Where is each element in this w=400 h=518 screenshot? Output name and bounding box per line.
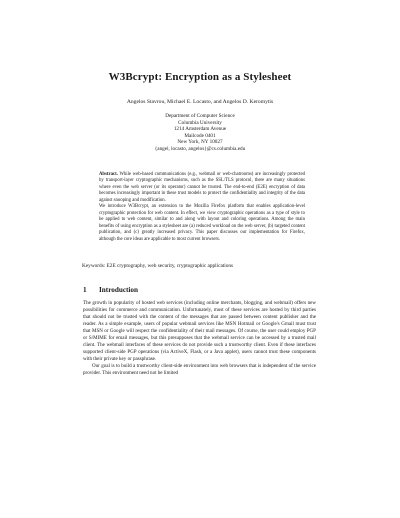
affiliation-emails: {angel, locasto, angelos}@cs.columbia.edu	[154, 145, 246, 152]
body-paragraph-1: The growth in popularity of hosted web services (including online merchants, blogging, and webmail) offers new possibilities for commerce and communication. Unfortunately, most of these services are hosted by third parties that should not be trusted with the content of the messages that are passed between content publisher and the reader. As a simple example, users of popular webmail services like MSN Hotmail or Google's Gmail must trust that MSN or Google will respect the confidentiality of their mail messages. Of course, the user could employ PGP or S/MIME for email messages, but this presupposes that the webmail service can be accessed by a trusted mail client. The webmail interfaces of these services do not provide such a trustworthy client. Even if these interfaces supported client-side PGP operations (via ActiveX, Flash, or a Java applet), users cannot trust these components with their private key or passphrase.	[83, 300, 316, 362]
body-paragraph-2: Our goal is to build a trustworthy client-side environment into web browsers that is independent of the service provider. This environment need not be limited	[83, 362, 316, 376]
affiliation-block	[0, 113, 400, 153]
affiliation-university: Columbia University	[178, 119, 222, 126]
abstract-text-1: While web-based communications (e.g., webmail or web-chatrooms) are increasingly protected by transport-layer cryptographic mechanisms, such as the SSL/TLS protocol, there are many situations where even the web server (or its operator) cannot be trusted. The end-to-end (E2E) encryption of data becomes increasingly important in these trust models to protect the confidentiality and integrity of the data against snooping and modification.	[99, 172, 305, 203]
section-number: 1	[83, 286, 87, 294]
section-body	[83, 300, 316, 376]
section-title: Introduction	[99, 286, 139, 294]
abstract-paragraph-1	[99, 172, 305, 204]
affiliation-department: Department of Computer Science	[165, 113, 235, 119]
abstract-paragraph-2: We introduce W3Bcrypt, an extension to the Mozilla Firefox platform that enables application-level cryptographic protection for web content. In effect, we view cryptographic operations as a type of style to be applied to web content, similar to and along with layout and coloring operations. Among the main benefits of using encryption as a stylesheet are (a) reduced workload on the web server, (b) targeted content publication, and (c) greatly increased privacy. This paper discusses our implementation for Firefox, although the core ideas are applicable to most current browsers.	[99, 204, 305, 242]
abstract	[99, 172, 305, 243]
affiliation-street: 1214 Amsterdam Avenue	[173, 126, 227, 133]
abstract-label: Abstract.	[99, 172, 118, 177]
paper-title: W3Bcrypt: Encryption as a Stylesheet	[108, 71, 292, 83]
keywords-line: Keywords: E2E cryptography, web security, cryptographic applications	[82, 263, 234, 269]
affiliation-mailcode: Mailcode 0401	[184, 132, 216, 139]
affiliation-city: New York, NY 10027	[177, 139, 223, 146]
section-heading	[83, 286, 138, 294]
author-list: Angelos Stavrou, Michael E. Locasto, and Angelos D. Keromytis	[126, 99, 274, 105]
